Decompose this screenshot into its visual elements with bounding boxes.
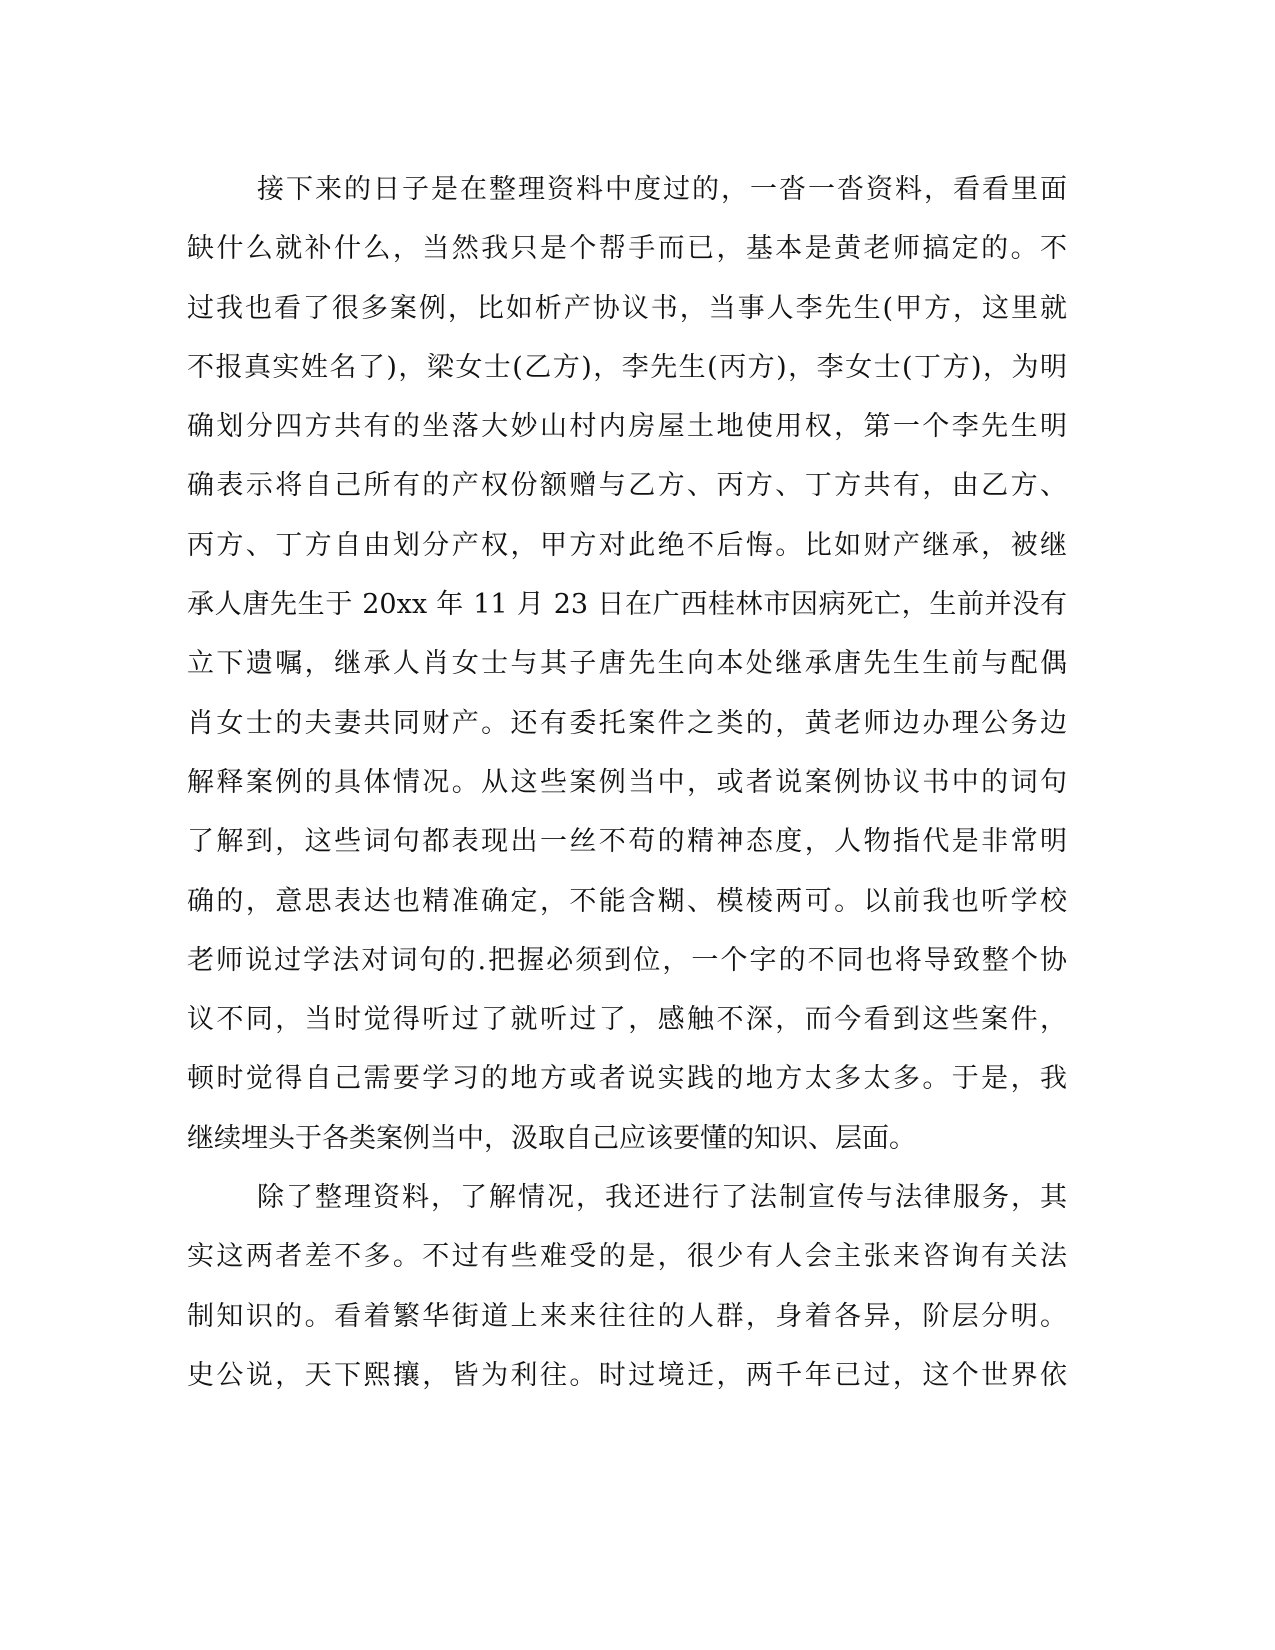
text-line: 除了整理资料，了解情况，我还进行了法制宣传与法律服务，其 [257,1182,1067,1214]
text-line: 丙方、丁方自由划分产权，甲方对此绝不后悔。比如财产继承，被继 [187,529,1067,561]
text-line: 继续埋头于各类案例当中，汲取自己应该要懂的知识、层面。 [187,1122,916,1154]
text-line: 确的，意思表达也精准确定，不能含糊、模棱两可。以前我也听学校 [187,885,1067,917]
body-text [187,160,1067,1405]
paragraph-2 [187,1168,1067,1405]
text-line: 承人唐先生于 20xx 年 11 月 23 日在广西桂林市因病死亡，生前并没有 [187,589,1067,621]
text-line: 实这两者差不多。不过有些难受的是，很少有人会主张来咨询有关法 [187,1241,1067,1273]
text-line: 议不同，当时觉得听过了就听过了，感触不深，而今看到这些案件， [187,1004,1067,1036]
text-line: 了解到，这些词句都表现出一丝不苟的精神态度，人物指代是非常明 [187,826,1067,858]
text-line: 立下遗嘱，继承人肖女士与其子唐先生向本处继承唐先生生前与配偶 [187,648,1067,680]
text-line: 制知识的。看着繁华街道上来来往往的人群，身着各异，阶层分明。 [187,1300,1067,1332]
text-line: 确划分四方共有的坐落大妙山村内房屋土地使用权，第一个李先生明 [187,411,1067,443]
text-line: 史公说，天下熙攘，皆为利往。时过境迁，两千年已过，这个世界依 [187,1359,1067,1391]
text-line: 不报真实姓名了)，梁女士(乙方)，李先生(丙方)，李女士(丁方)，为明 [187,351,1067,383]
text-line: 缺什么就补什么，当然我只是个帮手而已，基本是黄老师搞定的。不 [187,233,1067,265]
text-line: 老师说过学法对词句的.把握必须到位，一个字的不同也将导致整个协 [187,944,1067,976]
text-line: 接下来的日子是在整理资料中度过的，一沓一沓资料，看看里面 [257,174,1067,205]
text-line: 过我也看了很多案例，比如析产协议书，当事人李先生(甲方，这里就 [187,292,1067,324]
text-line: 顿时觉得自己需要学习的地方或者说实践的地方太多太多。于是，我 [187,1063,1067,1095]
paragraph-1 [187,160,1067,1168]
text-line: 确表示将自己所有的产权份额赠与乙方、丙方、丁方共有，由乙方、 [187,470,1067,502]
text-line: 肖女士的夫妻共同财产。还有委托案件之类的，黄老师边办理公务边 [187,707,1067,739]
text-line: 解释案例的具体情况。从这些案例当中，或者说案例协议书中的词句 [187,766,1067,798]
